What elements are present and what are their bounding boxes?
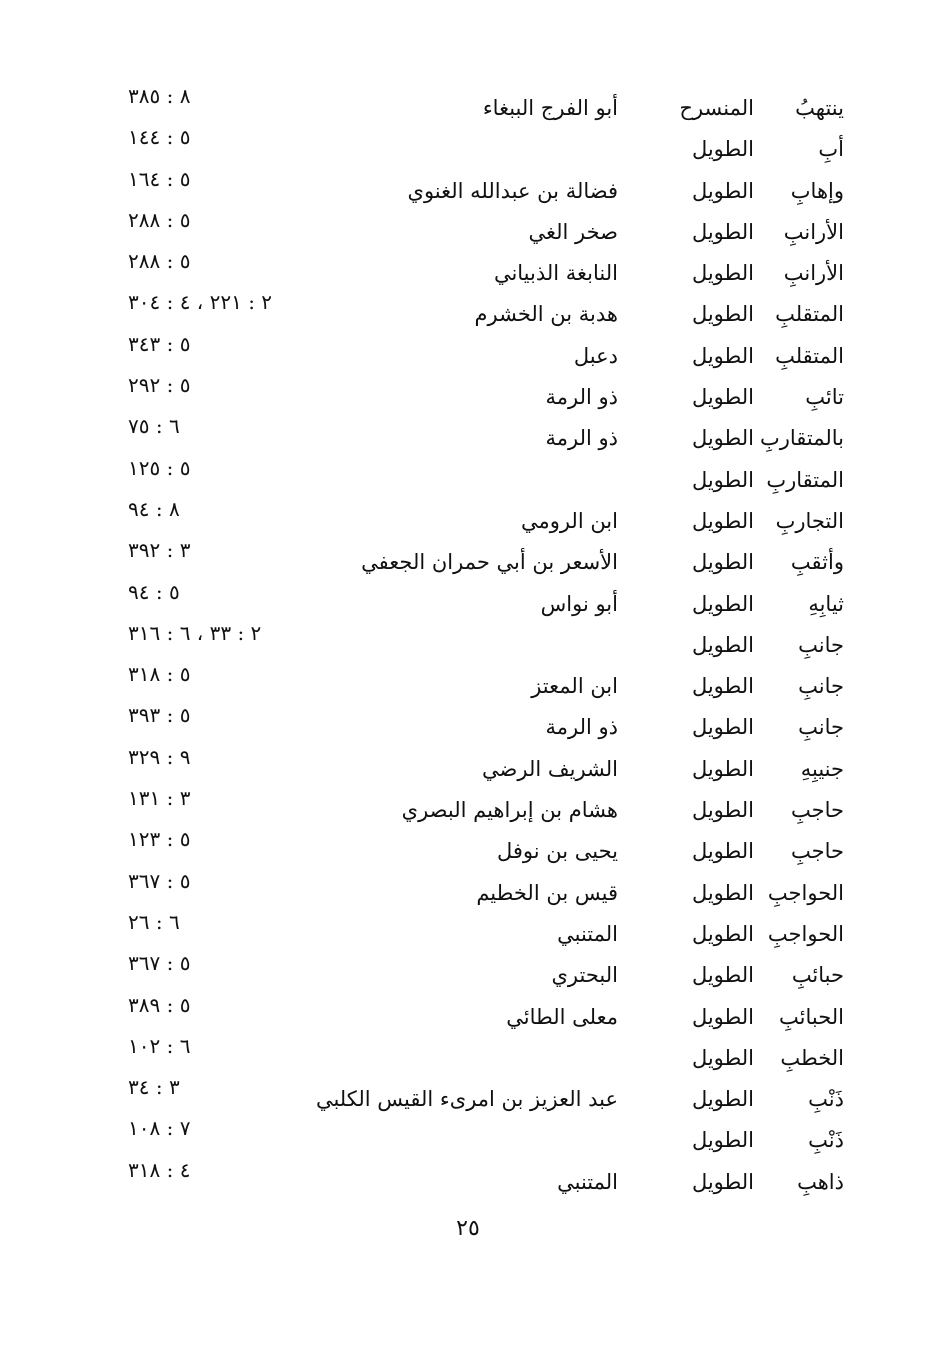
meter-name: الطويل xyxy=(691,1087,754,1112)
poet-name: معلى الطائي xyxy=(506,1004,618,1029)
poet-name: يحيى بن نوفل xyxy=(496,839,618,864)
rhyme-word: الحواجبِ xyxy=(767,880,844,905)
meter-name: الطويل xyxy=(691,1169,754,1194)
volume-page-ref: ٣ : ١٣١ xyxy=(128,786,191,811)
rhyme-word: حاجبِ xyxy=(791,839,844,864)
poet-name: عبد العزيز بن امرىء القيس الكلبي xyxy=(315,1087,618,1112)
index-row xyxy=(0,1157,936,1203)
rhyme-word: ذاهبِ xyxy=(797,1169,844,1194)
page-number: ٢٥ xyxy=(456,1216,480,1241)
volume-page-ref: ٥ : ٩٤ xyxy=(128,579,180,604)
poet-name: ذو الرمة xyxy=(545,426,618,451)
meter-name: الطويل xyxy=(691,632,754,657)
meter-name: الطويل xyxy=(691,343,754,368)
volume-page-ref: ٦ : ١٠٢ xyxy=(128,1033,191,1058)
meter-name: الطويل xyxy=(691,963,754,988)
meter-name: الطويل xyxy=(691,921,754,946)
rhyme-word: تائبِ xyxy=(805,385,844,410)
rhyme-word: المتقلبِ xyxy=(775,343,844,368)
rhyme-word: جانبِ xyxy=(798,715,844,740)
meter-name: الطويل xyxy=(691,426,754,451)
poet-name: ذو الرمة xyxy=(545,715,618,740)
meter-name: الطويل xyxy=(691,839,754,864)
rhyme-word: المتقاربِ xyxy=(766,467,844,492)
rhyme-word: الأرانبِ xyxy=(783,219,844,244)
index-rows xyxy=(0,84,936,1203)
rhyme-word: أبِ xyxy=(818,137,844,162)
volume-page-ref: ٥ : ١٦٤ xyxy=(128,166,191,191)
rhyme-word: المتقلبِ xyxy=(775,302,844,327)
meter-name: الطويل xyxy=(691,550,754,575)
rhyme-word: الأرانبِ xyxy=(783,261,844,286)
rhyme-word: ثيابِهِ xyxy=(808,591,844,616)
volume-page-ref: ٥ : ٣٩٣ xyxy=(128,703,191,728)
poet-name: ابن المعتز xyxy=(531,674,618,699)
poet-name: ابن الرومي xyxy=(520,508,618,533)
volume-page-ref: ٦ : ٢٦ xyxy=(128,909,180,934)
poet-name: الأسعر بن أبي حمران الجعفي xyxy=(361,550,618,575)
meter-name: الطويل xyxy=(691,1128,754,1153)
rhyme-word: التجاربِ xyxy=(775,508,844,533)
meter-name: الطويل xyxy=(691,591,754,616)
poet-name: دعبل xyxy=(573,343,618,368)
poet-name: هدبة بن الخشرم xyxy=(474,302,618,327)
meter-name: الطويل xyxy=(691,178,754,203)
rhyme-word: حاجبِ xyxy=(791,798,844,823)
meter-name: الطويل xyxy=(691,219,754,244)
meter-name: الطويل xyxy=(691,302,754,327)
rhyme-word: وأثقبِ xyxy=(790,550,844,575)
meter-name: الطويل xyxy=(691,1004,754,1029)
meter-name: الطويل xyxy=(691,674,754,699)
meter-name: الطويل xyxy=(691,467,754,492)
volume-page-ref: ٥ : ١٢٥ xyxy=(128,455,191,480)
poet-name: قيس بن الخطيم xyxy=(476,880,618,905)
volume-page-ref: ٣ : ٣٩٢ xyxy=(128,538,191,563)
poet-name: هشام بن إبراهيم البصري xyxy=(401,798,618,823)
volume-page-ref: ٣ : ٣٤ xyxy=(128,1075,180,1100)
meter-name: الطويل xyxy=(691,261,754,286)
poet-name: البحتري xyxy=(551,963,618,988)
meter-name: الطويل xyxy=(691,756,754,781)
volume-page-ref: ٤ : ٣١٨ xyxy=(128,1157,191,1182)
rhyme-word: ذَنْبِ xyxy=(808,1087,844,1112)
meter-name: الطويل xyxy=(691,508,754,533)
volume-page-ref: ٥ : ١٤٤ xyxy=(128,125,191,150)
volume-page-ref: ٥ : ١٢٣ xyxy=(128,827,191,852)
volume-page-ref: ٥ : ٣١٨ xyxy=(128,662,191,687)
poet-name: أبو الفرج الببغاء xyxy=(482,96,618,120)
volume-page-ref: ٥ : ٣٦٧ xyxy=(128,951,191,976)
volume-page-ref: ٥ : ٢٩٢ xyxy=(128,373,191,398)
poet-name: المتنبي xyxy=(557,1169,618,1194)
rhyme-word: جانبِ xyxy=(798,632,844,657)
volume-page-ref: ٨ : ٩٤ xyxy=(128,496,180,521)
rhyme-word: ذَنْبِ xyxy=(808,1128,844,1153)
rhyme-word: حبائبِ xyxy=(791,963,844,988)
rhyme-word: الحبائبِ xyxy=(779,1004,844,1029)
meter-name: الطويل xyxy=(691,715,754,740)
rhyme-word: جنيبِهِ xyxy=(800,756,844,781)
volume-page-ref: ٦ : ٧٥ xyxy=(128,414,180,439)
poet-name: فضالة بن عبدالله الغنوي xyxy=(407,178,618,203)
poet-name: أبو نواس xyxy=(540,591,618,616)
volume-page-ref: ٧ : ١٠٨ xyxy=(128,1116,191,1141)
rhyme-word: وإهابِ xyxy=(790,178,844,203)
volume-page-ref: ٩ : ٣٢٩ xyxy=(128,744,191,769)
rhyme-word: بالمتقاربِ xyxy=(759,426,844,451)
volume-page-ref: ٥ : ٣٦٧ xyxy=(128,868,191,893)
meter-name: الطويل xyxy=(691,137,754,162)
rhyme-word: ينتهبُ xyxy=(795,96,844,120)
poet-name: ذو الرمة xyxy=(545,385,618,410)
volume-page-ref: ٥ : ٣٨٩ xyxy=(128,992,191,1017)
poet-name: النابغة الذبياني xyxy=(493,261,618,286)
volume-page-ref: ٢ : ٣٣ ، ٦ : ٣١٦ xyxy=(128,620,262,645)
rhyme-word: جانبِ xyxy=(798,674,844,699)
volume-page-ref: ٥ : ٣٤٣ xyxy=(128,331,191,356)
volume-page-ref: ٥ : ٢٨٨ xyxy=(128,249,191,274)
rhyme-word: الحواجبِ xyxy=(767,921,844,946)
meter-name: الطويل xyxy=(691,1045,754,1070)
meter-name: المنسرح xyxy=(679,96,754,120)
meter-name: الطويل xyxy=(691,880,754,905)
poet-name: المتنبي xyxy=(557,921,618,946)
meter-name: الطويل xyxy=(691,385,754,410)
volume-page-ref: ٥ : ٢٨٨ xyxy=(128,207,191,232)
poet-name: صخر الغي xyxy=(528,219,618,244)
volume-page-ref: ٨ : ٣٨٥ xyxy=(128,84,191,108)
rhyme-word: الخطبِ xyxy=(780,1045,844,1070)
meter-name: الطويل xyxy=(691,798,754,823)
volume-page-ref: ٢ : ٢٢١ ، ٤ : ٣٠٤ xyxy=(128,290,273,315)
poet-name: الشريف الرضي xyxy=(482,756,618,781)
